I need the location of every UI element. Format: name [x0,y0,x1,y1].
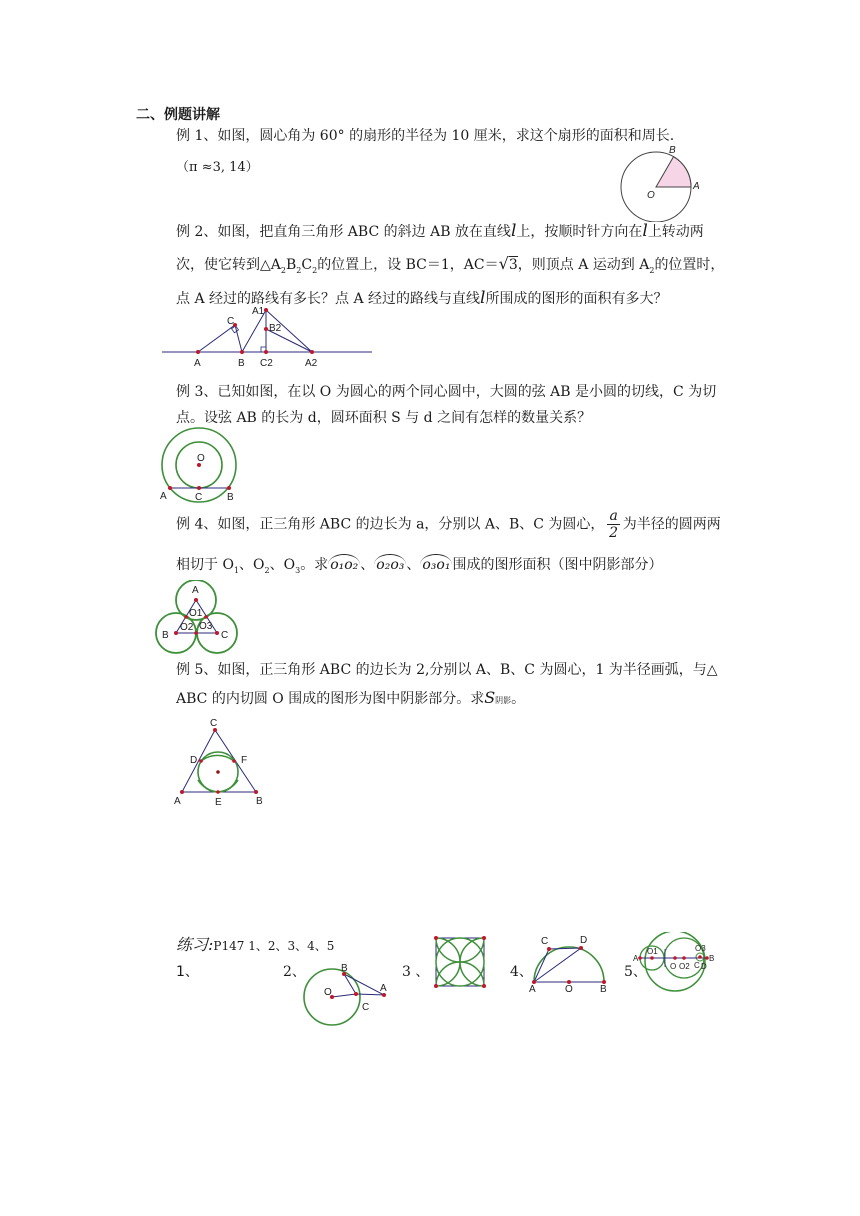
practice-pages: P147 1、2、3、4、5 [213,939,335,953]
example-5-figure [170,712,270,810]
fig2-label-b2: B2 [269,323,282,334]
practice-number-3: 3 、 [402,964,430,980]
fig1-label-o: O [647,190,655,201]
example-3-line-1: 例 3、已知如图，在以 O 为圆心的两个同心圆中，大圆的弦 AB 是小圆的切线，C 为切 [176,384,717,400]
p4-label-o: O [565,984,573,992]
fig5-label-e: E [215,797,222,808]
fig4-label-o2: O2 [180,622,194,633]
example-1-line-2: （π ≈3, 14） [176,160,259,175]
practice-figure-3 [430,932,492,994]
example-4-line-1: 例 4、如图，正三角形 ABC 的边长为 a，分别以 A、B、C 为圆心， $\frac{a}{2}$ 为半径的圆两两 [176,508,721,541]
p5-label-o1: O1 [647,947,658,956]
fig4-label-o3: O3 [199,621,213,632]
fig1-label-a: A [693,181,700,192]
practice-figure-4 [525,932,610,992]
fig5-label-f: F [241,755,248,766]
example-2-line-1: 例 2、如图，把直角三角形 ABC 的斜边 AB 放在直线l上，按顺时针方向在l上转动两 [176,221,704,241]
p5-label-o3: O3 [695,944,706,953]
example-5-line-2: ABC 的内切圆 O 围成的图形为图中阴影部分。求S阴影。 [176,688,526,707]
p5-label-d: D [701,962,707,971]
practice-heading [176,932,334,955]
example-4-line-2: 相切于 $O_1$、$O_2$、$O_3$。求 o₁o₂ 、 o₂o₃ 、 o₃o₁ 围成的图形面积（图中阴影部分） [176,554,662,581]
p5-label-a: A [633,954,639,963]
fig3-label-o: O [197,453,205,464]
p2-label-a: A [380,983,387,994]
fig2-label-b: B [238,358,245,369]
fig1-label-b: B [669,145,676,156]
example-2-line-3: 点 A 经过的路线有多长？点 A 经过的路线与直线l所围成的图形的面积有多大？ [176,288,668,308]
p4-label-d: D [580,935,588,946]
example-1-line-1: 例 1、如图，圆心角为 60° 的扇形的半径为 10 厘米，求这个扇形的面积和周长. [176,128,675,144]
section-title: 二、例题讲解 [136,107,220,123]
practice-number-5: 5、 [624,964,647,980]
p5-label-o2: O2 [679,962,690,971]
p5-label-b: B [709,954,715,963]
fig4-label-a: A [192,585,199,596]
example-2-line-2: 次，使它转到$\triangle A_2B_2C_2$的位置上，设 BC＝1，AC＝√3，则顶点 A 运动到 $A_2$的位置时， [176,254,725,275]
fig5-label-a: A [174,796,181,807]
fig5-label-c: C [210,718,218,729]
example-2-figure [160,302,375,372]
fig5-label-b: B [256,796,263,807]
fig2-label-c2: C2 [260,358,273,369]
practice-number-1: 1、 [176,964,199,980]
p5-label-o: O [670,962,677,971]
p4-label-b: B [600,984,607,992]
example-3-figure [155,427,250,505]
example-1-figure [605,138,705,222]
p2-label-c: C [362,1002,370,1013]
example-4-figure [150,580,245,655]
practice-number-4: 4、 [510,964,533,980]
fig2-label-a: A [194,358,201,369]
fig2-label-a1: A1 [252,306,265,317]
fig2-label-a2: A2 [305,358,318,369]
p4-label-a: A [529,984,536,992]
fig3-label-a: A [160,491,167,502]
practice-title: 练习: [176,935,214,954]
p2-label-b: B [341,963,348,974]
fig2-label-c: C [227,316,235,327]
p4-label-c: C [541,936,549,947]
p5-label-c: C [694,961,700,970]
p2-label-o: O [324,987,332,998]
example-5-line-1: 例 5、如图，正三角形 ABC 的边长为 2,分别以 A、B、C 为圆心，1 为半径画弧，与△ [176,662,718,678]
fig4-label-o1: O1 [189,608,203,619]
example-3-line-2: 点。设弦 AB 的长为 d，圆环面积 S 与 d 之间有怎样的数量关系？ [176,410,592,426]
fig5-label-d: D [190,755,198,766]
fig4-label-c: C [221,630,229,641]
fig3-label-b: B [227,492,234,503]
practice-number-2: 2、 [283,964,306,980]
practice-figure-5 [632,932,722,994]
fig4-label-b: B [162,630,169,641]
practice-figure-2 [300,962,395,1030]
fig3-label-c: C [195,492,203,503]
